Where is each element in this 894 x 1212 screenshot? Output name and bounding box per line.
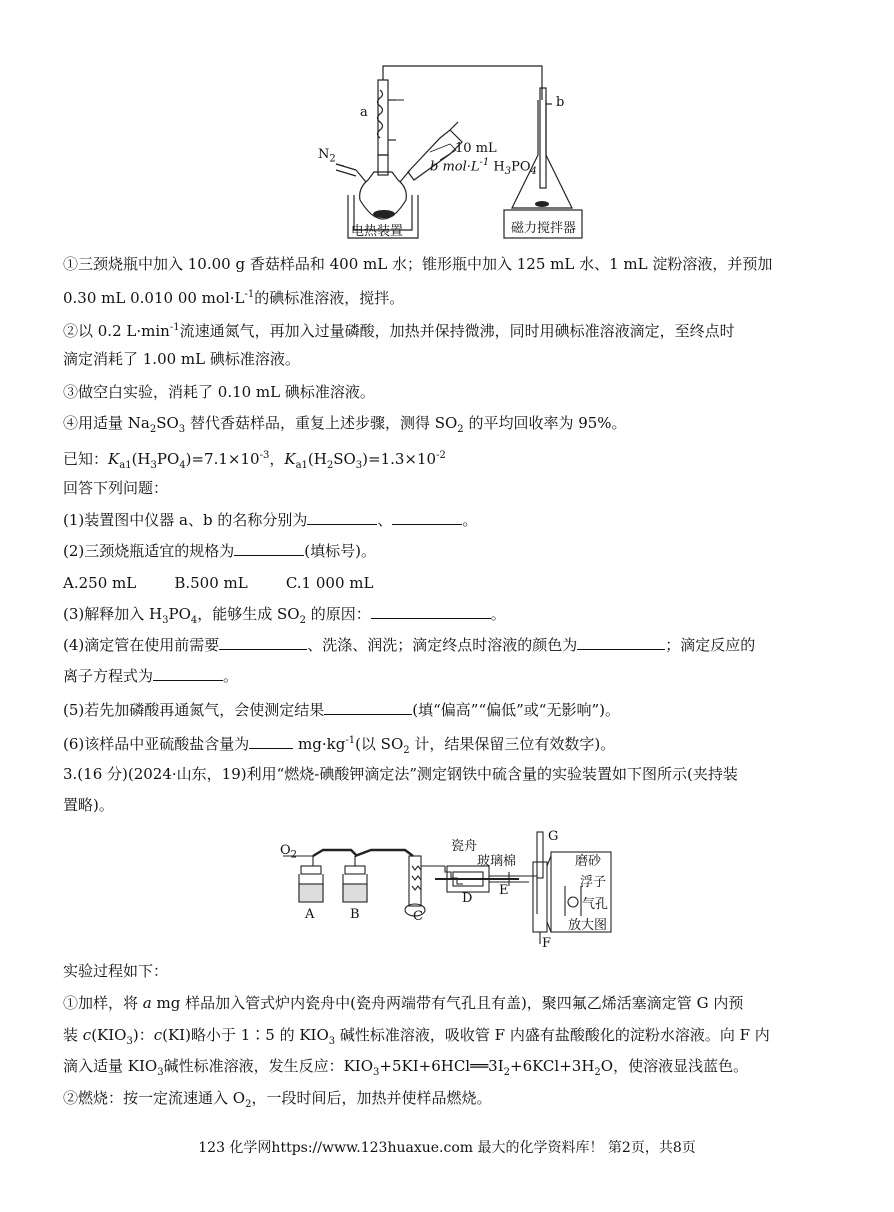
process-2: ②燃烧：按一定流速通入 $O_2$，一段时间后，加热并使样品燃烧。	[63, 1089, 492, 1110]
label-boat: 瓷舟	[451, 839, 478, 854]
label-volume: 10 mL	[455, 141, 497, 156]
label-concentration: b $mol\cdot L^{-1}$ $H_3PO_4$	[430, 157, 537, 177]
label-E: E	[499, 883, 509, 898]
heater-label: 电热装置	[351, 224, 404, 239]
label-G: G	[548, 829, 559, 844]
process-1-line-1: ①加样，将 a mg 样品加入管式炉内瓷舟中(瓷舟两端带有气孔且有盖)，聚四氟乙烯活塞滴定管 G 内预	[63, 994, 744, 1012]
process-1-line-3: 滴入适量 $KIO_3$碱性标准溶液，发生反应：$KIO_3+5KI+6HCl══3I_2+6KCl+3H_2O$，使溶液显浅蓝色。	[63, 1057, 749, 1078]
questions-intro: 回答下列问题：	[63, 479, 169, 497]
question-5: (5)若先加磷酸再通氮气，会使测定结果 (填“偏高”“偏低”或“无影响”)。	[63, 701, 620, 719]
step-2-line-2: 滴定消耗了 1.00 mL 碘标准溶液。	[63, 350, 300, 368]
step-3: ③做空白实验，消耗了 0.10 mL 碘标准溶液。	[63, 383, 375, 401]
label-B: B	[350, 907, 360, 922]
step-4: ④用适量 $Na_2SO_3$ 替代香菇样品，重复上述步骤，测得 $SO_2$ 的平均回收率为 95%。	[63, 414, 627, 435]
label-D: D	[462, 891, 473, 906]
process-intro: 实验过程如下：	[63, 962, 169, 980]
question-2-options: A.250 mL B.500 mL C.1 000 mL	[63, 574, 374, 592]
label-a: a	[360, 105, 368, 120]
question-3: (3)解释加入 $H_3PO_4$，能够生成 $SO_2$ 的原因： 。	[63, 605, 506, 626]
label-float: 浮子	[580, 875, 607, 890]
label-n2: $N_2$	[318, 147, 336, 165]
label-A: A	[305, 907, 315, 922]
question-4-line-1: (4)滴定管在使用前需要 、洗涤、润洗；滴定终点时溶液的颜色为 ；滴定反应的	[63, 636, 756, 654]
label-C: C	[413, 909, 423, 924]
label-wool: 玻璃棉	[477, 854, 517, 869]
question-2: (2)三颈烧瓶适宜的规格为 (填标号)。	[63, 542, 376, 560]
label-o2: $O_2$	[280, 843, 298, 861]
step-1-line-2: 0.30 mL 0.010 00 $mol\cdot L^{-1}$的碘标准溶液，搅拌。	[63, 289, 405, 307]
problem-3-line-1: 3.(16 分)(2024·山东，19)利用“燃烧-碘酸钾滴定法”测定钢铁中硫含量的实验装置如下图所示(夹持装	[63, 765, 738, 783]
known-constants: 已知：$K_{a1}(H_3PO_4)=7.1\times 10^{-3}$，$K_{a1}(H_2SO_3)=1.3\times 10^{-2}$	[63, 450, 446, 471]
label-hole: 气孔	[582, 897, 609, 912]
stirrer-label: 磁力搅拌器	[511, 221, 577, 236]
step-1-line-1: ①三颈烧瓶中加入 10.00 g 香菇样品和 400 mL 水；锥形瓶中加入 125 mL 水、1 mL 淀粉溶液，并预加	[63, 255, 773, 273]
label-F: F	[542, 936, 552, 951]
page-footer: 123 化学网https://www.123huaxue.com 最大的化学资料库！ 第2页，共8页	[198, 1140, 696, 1156]
process-1-line-2: 装 $c(KIO_3)$：c(KI)略小于 1∶5 的 $KIO_3$ 碱性标准溶液，吸收管 F 内盛有盐酸酸化的淀粉水溶液。向 F 内	[63, 1026, 770, 1047]
apparatus-figure-1	[300, 60, 600, 242]
label-b: b	[556, 95, 565, 110]
question-6: (6)该样品中亚硫酸盐含量为 $mg\cdot kg^{-1}$(以 $SO_2$ 计，结果保留三位有效数字)。	[63, 735, 616, 756]
step-2-line-1: ②以 0.2 $L\cdot\min^{-1}$流速通氮气，再加入过量磷酸，加热并保持微沸，同时用碘标准溶液滴定，至终点时	[63, 322, 735, 340]
problem-3-line-2: 置略)。	[63, 796, 114, 814]
label-ground: 磨砂	[575, 854, 602, 869]
question-4-line-2: 离子方程式为 。	[63, 667, 239, 685]
question-1: (1)装置图中仪器 a、b 的名称分别为 、 。	[63, 511, 478, 529]
label-zoom: 放大图	[568, 918, 608, 933]
